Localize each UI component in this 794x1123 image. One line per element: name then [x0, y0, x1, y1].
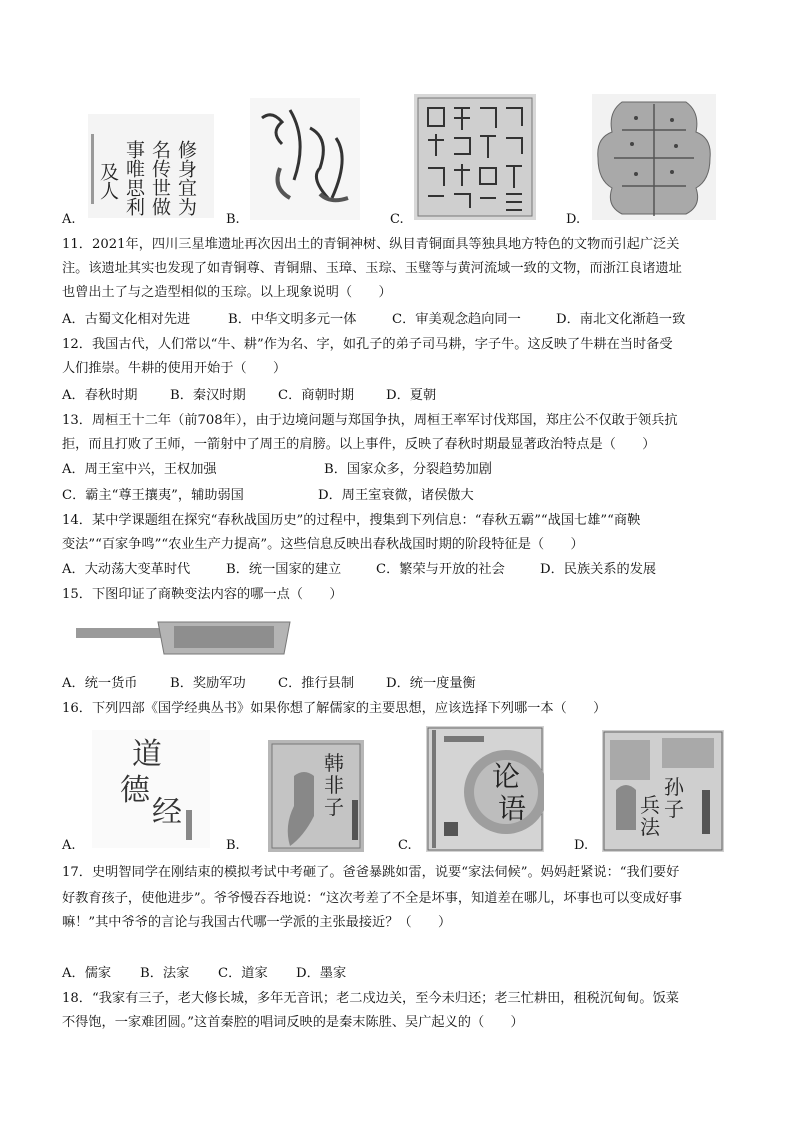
label-c: C.: [390, 212, 404, 227]
cover-d-char-2: 子: [664, 797, 684, 821]
q17-line-3: 嘛！”其中爷爷的言论与我国古代哪一学派的主张最接近？（ ）: [62, 915, 452, 930]
q16-label-c: C.: [398, 838, 412, 853]
q14-line-1: 14．某中学课题组在探究“春秋战国历史”的过程中，搜集到下列信息：“春秋五霸”“战国七雄”“商鞅: [62, 513, 641, 528]
q11-option-b: B．中华文明多元一体: [228, 312, 357, 327]
q16-label-b: B.: [226, 838, 240, 853]
q13-option-c: C．霸主“尊王攘夷”，辅助弱国: [62, 488, 244, 503]
sunzi-bingfa-cover: [602, 730, 724, 852]
q16-line-1: 16．下列四部《国学经典丛书》如果你想了解儒家的主要思想，应该选择下列哪一本（ ）: [62, 701, 607, 716]
q15-line-1: 15．下图印证了商鞅变法内容的哪一点（ ）: [62, 587, 343, 602]
q12-option-a: A．春秋时期: [62, 388, 138, 403]
q13-option-b: B．国家众多，分裂趋势加剧: [324, 462, 492, 477]
q14-option-a: A．大动荡大变革时代: [62, 562, 191, 577]
inscription-rubbing-figure: [414, 94, 536, 220]
cover-a-char-2: 德: [120, 773, 150, 808]
book-cover-b-hanfeizi: [268, 740, 364, 852]
q17-line-1: 17．史明智同学在刚结束的模拟考试中考砸了。爸爸暴跳如雷，说要“家法伺候”。妈妈赶紧说：“我们要好: [62, 865, 680, 880]
shang-yang-square-sheng-figure: [74, 614, 294, 662]
q14-option-d: D．民族关系的发展: [540, 562, 657, 577]
image-option-a-calligraphy: [88, 114, 214, 218]
cover-a-char-3: 经: [152, 795, 182, 830]
cover-b-char-3: 子: [324, 795, 344, 819]
label-a: A.: [62, 212, 76, 227]
cursive-calligraphy-figure: [250, 98, 360, 220]
q17-option-c: C．道家: [218, 966, 268, 981]
q15-option-b: B．奖励军功: [170, 676, 246, 691]
q15-option-d: D．统一度量衡: [386, 676, 476, 691]
book-cover-d-sunzi-bingfa: [602, 730, 724, 852]
q11-option-d: D．南北文化渐趋一致: [556, 312, 686, 327]
measuring-vessel-figure: [74, 614, 294, 662]
calligraphy-col-3: 事唯思利: [123, 140, 145, 216]
q11-line-2: 注。该遗址其实也发现了如青铜尊、青铜鼎、玉璋、玉琮、玉璧等与黄河流域一致的文物，而浙江良诸遗址: [62, 261, 682, 276]
cover-c-char-1: 论: [492, 760, 521, 793]
label-d: D.: [566, 212, 581, 227]
cover-d-char-1: 孙: [664, 775, 684, 799]
book-cover-a-daodejing: [92, 730, 210, 848]
q17-option-d: D．墨家: [296, 966, 347, 981]
q12-option-b: B．秦汉时期: [170, 388, 246, 403]
q11-line-3: 也曾出土了与之造型相似的玉琮。以上现象说明（ ）: [62, 285, 392, 300]
top-image-row: [0, 90, 794, 230]
calligraphy-col-1: 修身宜为: [175, 140, 197, 216]
cover-a-char-1: 道: [132, 737, 162, 772]
q16-label-a: A.: [62, 838, 76, 853]
q12-line-1: 12．我国古代，人们常以“牛、耕”作为名、字，如孔子的弟子司马耕，字子牛。这反映了牛耕在当时备受: [62, 337, 673, 352]
q18-line-1: 18．“我家有三子，老大修长城，多年无音讯；老二戍边关，至今未归还；老三忙耕田，租税沉甸甸。饭菜: [62, 991, 679, 1006]
q14-option-b: B．统一国家的建立: [226, 562, 342, 577]
lunyu-cover: [426, 726, 544, 852]
q12-option-d: D．夏朝: [386, 388, 437, 403]
q12-option-c: C．商朝时期: [278, 388, 355, 403]
q13-option-d: D．周王室衰微，诸侯傲大: [318, 488, 474, 503]
q17-option-a: A．儒家: [62, 966, 112, 981]
cover-b-char-1: 韩: [324, 751, 344, 775]
q13-option-a: A．周王室中兴，王权加强: [62, 462, 217, 477]
tortoise-shell-figure: [592, 94, 716, 220]
cover-d-char-4: 法: [640, 815, 660, 839]
q11-line-1: 11．2021年，四川三星堆遗址再次因出土的青铜神树、纵目青铜面具等独具地方特色的文物而引起广泛关: [62, 237, 680, 252]
q11-option-a: A．古蜀文化相对先进: [62, 312, 191, 327]
q15-option-c: C．推行县制: [278, 676, 355, 691]
book-cover-c-lunyu: [426, 726, 544, 852]
q16-label-d: D.: [574, 838, 589, 853]
q14-option-c: C．繁荣与开放的社会: [376, 562, 505, 577]
daodejing-cover: [92, 730, 210, 848]
calligraphy-col-4: 及人: [97, 162, 119, 200]
q13-line-2: 拒，而且打败了王师，一箭射中了周王的肩膀。以上事件，反映了春秋时期最显著政治特点是（ ）: [62, 437, 656, 452]
cover-d-char-3: 兵: [640, 793, 660, 817]
calligraphy-figure: [88, 114, 214, 218]
q17-line-2: 好教育孩子，使他进步”。爷爷慢吞吞地说：“这次考差了不全是坏事，知道差在哪儿，坏事也可以变成好事: [62, 891, 683, 906]
image-option-d-oracle-shell: [592, 94, 716, 220]
image-option-c-inscription: [414, 94, 536, 220]
q13-line-1: 13．周桓王十二年（前708年），由于边境问题与郑国争执，周桓王率军讨伐郑国，郑庄公不仅敢于领兵抗: [62, 413, 678, 428]
q18-line-2: 不得饱，一家难团圆。”这首秦腔的唱词反映的是秦末陈胜、吴广起义的（ ）: [62, 1015, 524, 1030]
cover-c-char-2: 语: [498, 792, 527, 825]
q17-option-b: B．法家: [140, 966, 190, 981]
q12-line-2: 人们推崇。牛耕的使用开始于（ ）: [62, 361, 287, 376]
q14-line-2: 变法”“百家争鸣”“农业生产力提高”。这些信息反映出春秋战国时期的阶段特征是（ ）: [62, 537, 584, 552]
cover-b-char-2: 非: [324, 773, 344, 797]
hanfeizi-cover: [268, 740, 364, 852]
image-option-b-cursive: [250, 98, 360, 220]
calligraphy-col-2: 名传世做: [149, 140, 171, 216]
label-b: B.: [226, 212, 240, 227]
q11-option-c: C．审美观念趋向同一: [392, 312, 521, 327]
q15-option-a: A．统一货币: [62, 676, 138, 691]
